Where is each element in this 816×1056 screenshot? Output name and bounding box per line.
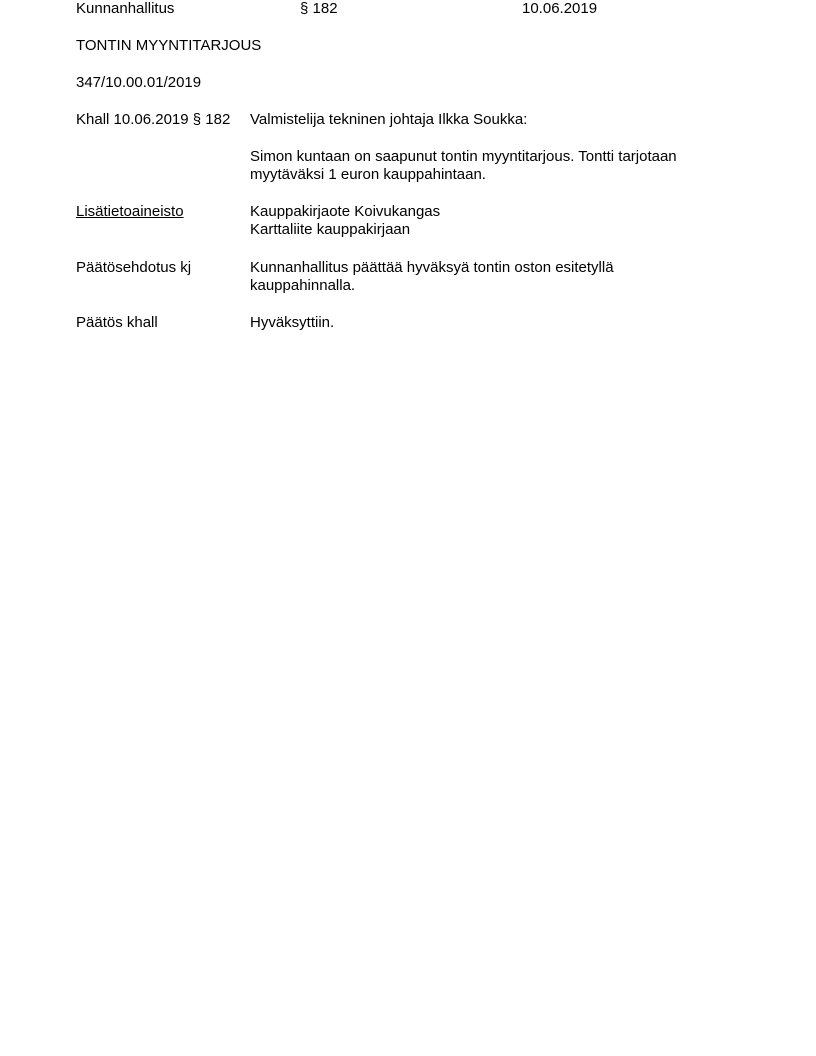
preparation-text: Valmistelija tekninen johtaja Ilkka Soukka: <box>250 111 528 128</box>
decision-label: Päätös khall <box>76 314 158 331</box>
case-number: 347/10.00.01/2019 <box>76 74 202 91</box>
paragraph-line: Simon kuntaan on saapunut tontin myyntitarjous. Tontti tarjotaan <box>250 148 677 165</box>
decision-text: Hyväksyttiin. <box>250 314 335 331</box>
attachment-item: Kauppakirjaote Koivukangas <box>250 203 441 220</box>
preparation-label: Khall 10.06.2019 § 182 <box>76 111 231 128</box>
attachments-label: Lisätietoaineisto <box>76 203 184 220</box>
attachments-list <box>250 203 440 239</box>
header-body-name: Kunnanhallitus <box>76 0 175 17</box>
proposal-label: Päätösehdotus kj <box>76 259 192 276</box>
preparation-paragraph <box>250 148 677 184</box>
proposal-text <box>250 259 614 295</box>
paragraph-line: myytäväksi 1 euron kauppahintaan. <box>250 166 486 183</box>
proposal-line: Kunnanhallitus päättää hyväksyä tontin oston esitetyllä <box>250 259 614 276</box>
document-title: TONTIN MYYNTITARJOUS <box>76 37 262 54</box>
attachment-item: Karttaliite kauppakirjaan <box>250 221 411 238</box>
header-section: § 182 <box>300 0 338 17</box>
proposal-line: kauppahinnalla. <box>250 277 356 294</box>
header-date: 10.06.2019 <box>522 0 598 17</box>
